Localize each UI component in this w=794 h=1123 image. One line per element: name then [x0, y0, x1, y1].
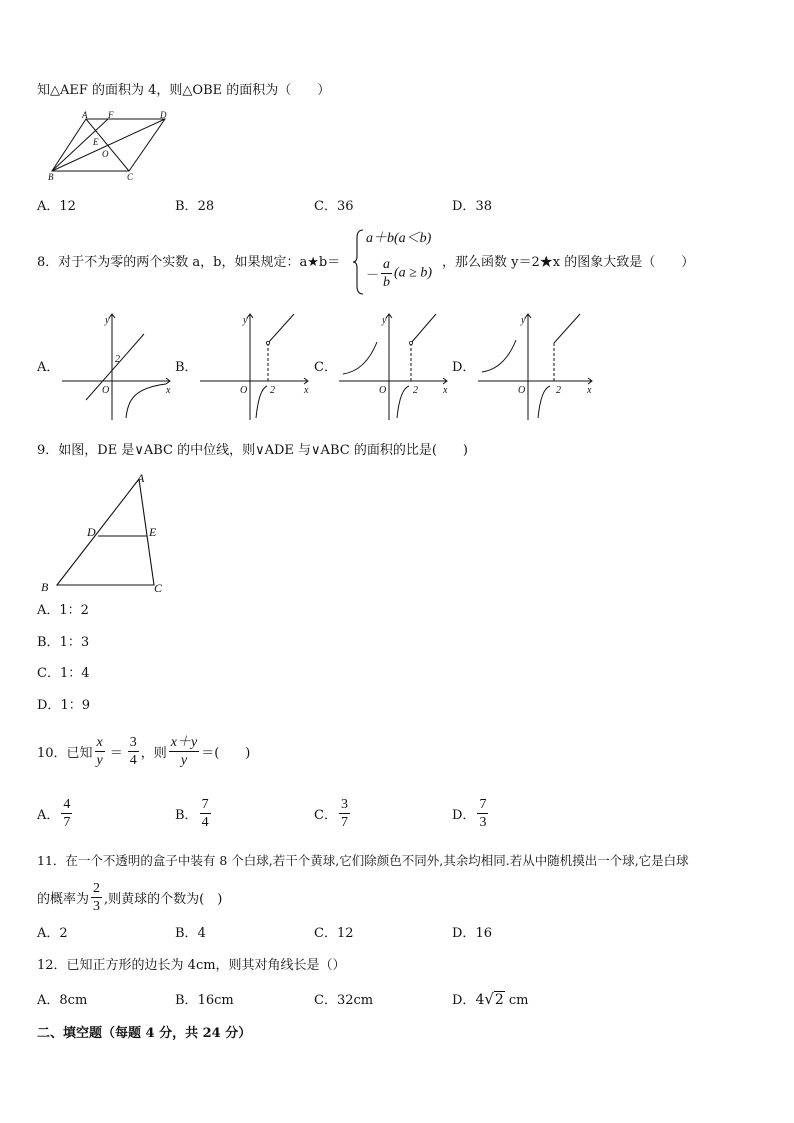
q7-parallelogram-figure: [44, 110, 174, 182]
q12-option-b: B．16cm: [175, 993, 234, 1008]
svg-text:O: O: [102, 385, 110, 396]
svg-text:O: O: [379, 385, 387, 396]
q11-option-d: D．16: [452, 926, 492, 941]
svg-text:D: D: [87, 525, 96, 539]
q9-option-a: A．1：2: [37, 603, 89, 618]
section-2-heading: 二、填空题（每题 4 分，共 24 分）: [37, 1026, 252, 1041]
svg-text:y: y: [521, 315, 526, 326]
q11-option-b: B．4: [175, 926, 206, 941]
q10-option-c: C． $\frac{3}{7}$: [314, 797, 348, 830]
q7-option-d: D．38: [452, 199, 492, 214]
q11-option-a: A．2: [37, 926, 68, 941]
q7-label-d: D: [160, 110, 167, 120]
q8-suffix: ，那么函数 y＝2★x 的图象大致是（ ）: [442, 255, 695, 270]
svg-text:O: O: [518, 385, 526, 396]
q12-stem: 12．已知正方形的边长为 4cm，则其对角线长是（）: [37, 958, 346, 973]
q8-brace: [352, 228, 366, 296]
q10-option-d: D． $\frac{7}{3}$: [452, 797, 487, 830]
q11-line2: 的概率为 $\frac{2}{3}$ ,则黄球的个数为( ): [37, 881, 223, 914]
q10-option-b: B． $\frac{7}{4}$: [175, 797, 209, 830]
q7-option-c: C．36: [314, 199, 354, 214]
q9-option-c: C．1：4: [37, 666, 90, 681]
svg-text:2: 2: [413, 385, 418, 396]
svg-text:y: y: [243, 315, 248, 326]
q7-label-o: O: [102, 149, 109, 159]
q8-graph-c: [339, 312, 453, 422]
svg-text:B: B: [41, 580, 49, 594]
q12-option-d: D．4√2 cm: [452, 990, 529, 1008]
svg-text:C: C: [154, 581, 163, 595]
q8-graph-b: [200, 312, 314, 422]
q8-case1: a＋b(a＜b): [366, 231, 432, 246]
svg-text:x: x: [166, 385, 171, 396]
svg-text:2: 2: [270, 385, 275, 396]
q8-graph-a: [62, 312, 176, 422]
svg-text:A: A: [137, 471, 145, 485]
q11-option-c: C．12: [314, 926, 354, 941]
q8-prefix: 8．对于不为零的两个实数 a，b，如果规定：a★b＝: [37, 255, 341, 270]
q8-option-c-label: C．: [314, 360, 337, 375]
q7-label-c: C: [127, 172, 134, 182]
q9-stem: 9．如图，DE 是∨ABC 的中位线，则∨ADE 与∨ABC 的面积的比是( ): [37, 443, 468, 458]
q7-label-e: E: [93, 137, 99, 147]
q12-option-a: A．8cm: [37, 993, 88, 1008]
q11-line1: 11．在一个不透明的盒子中装有 8 个白球,若干个黄球,它们除颜色不同外,其余均相同.若从中随机摸出一个球,它是白球: [37, 853, 689, 868]
q7-option-a: A．12: [37, 199, 76, 214]
q10-stem: 10．已知 $\frac{x}{y}$ ＝ $\frac{3}{4}$ ，则 $\frac{x+y}{y}$ ＝( ): [37, 735, 251, 768]
q8-case2: － $\frac{a}{b}$ (a ≥ b): [366, 257, 433, 290]
q9-option-b: B．1：3: [37, 635, 90, 650]
svg-text:y: y: [105, 315, 110, 326]
svg-text:x: x: [587, 385, 592, 396]
q7-option-b: B．28: [175, 199, 215, 214]
q7-label-f: F: [108, 110, 114, 120]
svg-text:x: x: [443, 385, 448, 396]
q8-option-a-label: A．: [37, 360, 60, 375]
svg-text:O: O: [240, 385, 248, 396]
svg-text:E: E: [149, 525, 157, 539]
svg-text:x: x: [304, 385, 309, 396]
q9-triangle-figure: [38, 470, 178, 596]
q7-label-a: A: [82, 110, 88, 120]
svg-text:2: 2: [556, 385, 561, 396]
q9-option-d: D．1：9: [37, 698, 90, 713]
sqrt-sign-icon: √: [484, 990, 494, 1008]
q8-option-b-label: B．: [175, 360, 198, 375]
q8-option-d-label: D．: [452, 360, 476, 375]
q12-option-c: C．32cm: [314, 993, 374, 1008]
q7-stem: 知△AEF 的面积为 4，则△OBE 的面积为（ ）: [37, 83, 331, 98]
svg-text:y: y: [382, 315, 387, 326]
q10-option-a: A． $\frac{4}{7}$: [37, 797, 71, 830]
q7-label-b: B: [48, 172, 54, 182]
q8-graph-d: [478, 312, 598, 422]
svg-text:2: 2: [115, 354, 120, 365]
